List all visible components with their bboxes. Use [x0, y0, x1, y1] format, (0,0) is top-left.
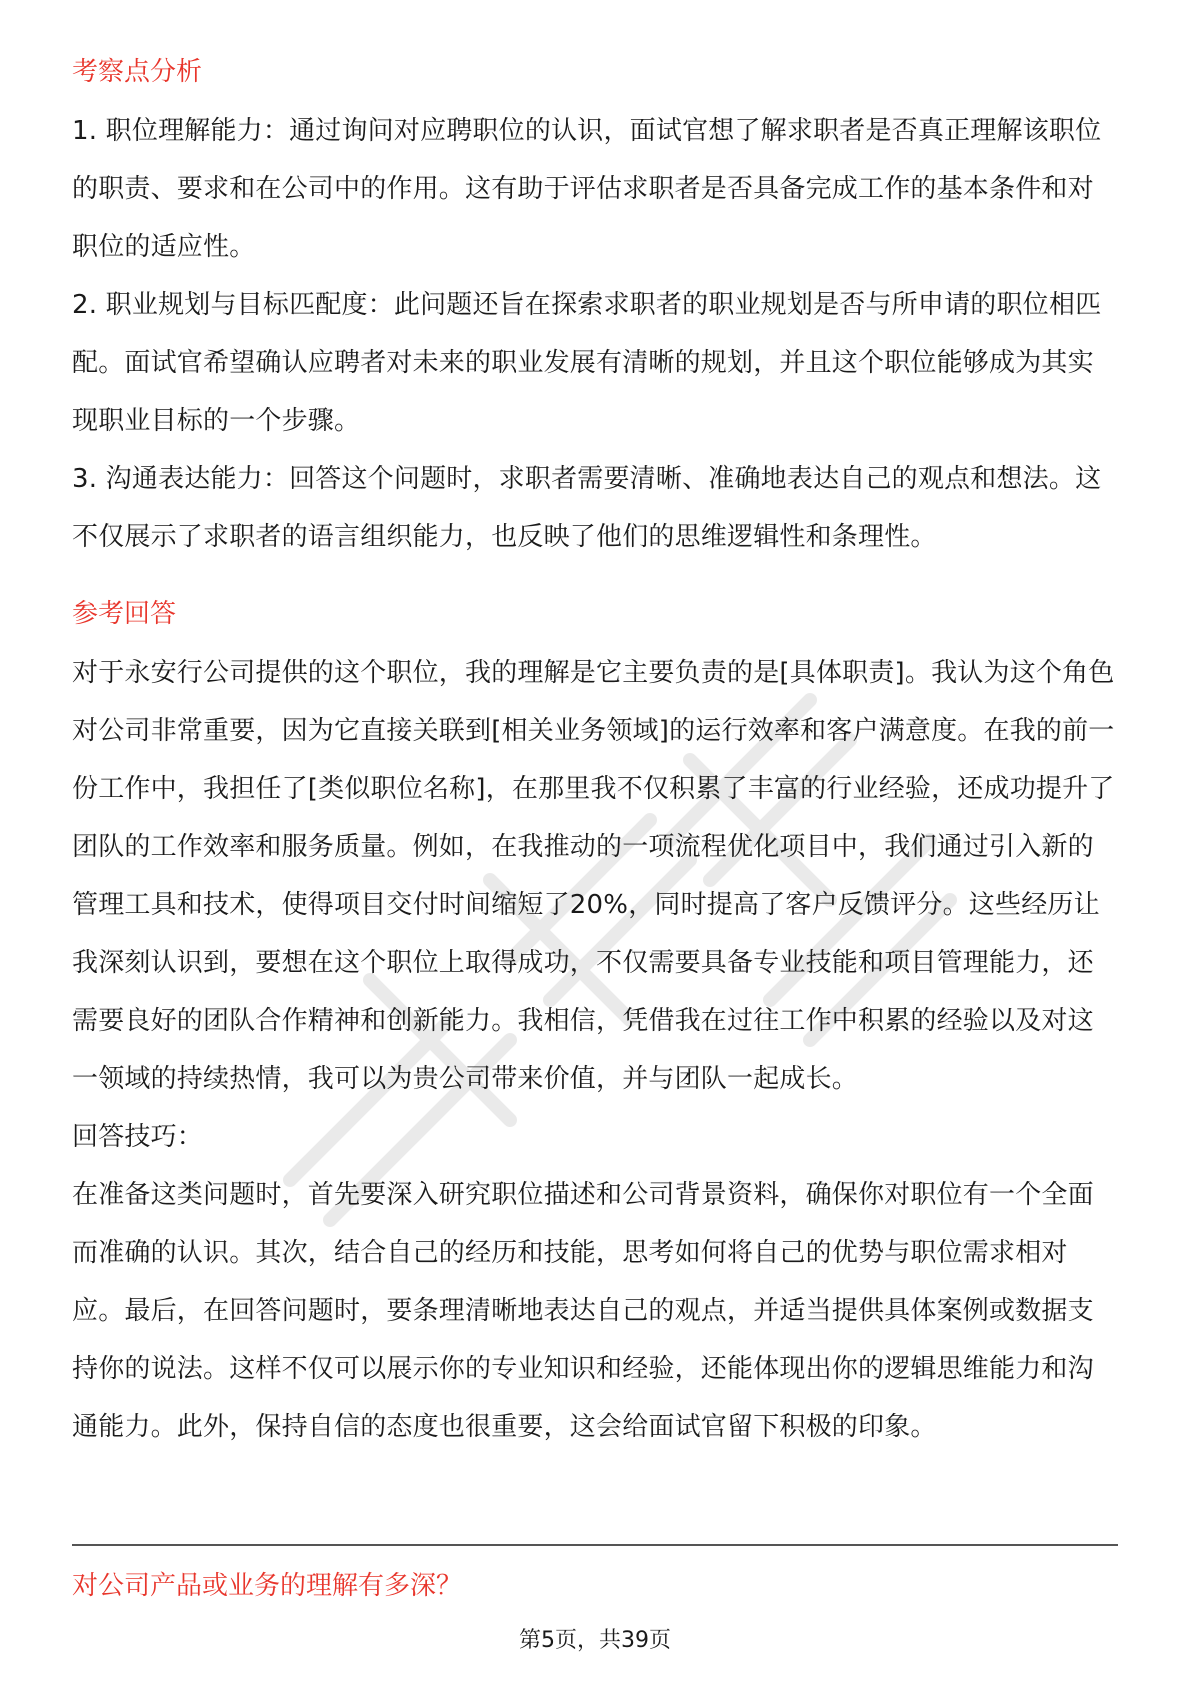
- section-divider: [72, 1544, 1118, 1546]
- analysis-item-3: 3. 沟通表达能力：回答这个问题时，求职者需要清晰、准确地表达自己的观点和想法。这不仅展示了求职者的语言组织能力，也反映了他们的思维逻辑性和条理性。: [72, 464, 1102, 552]
- analysis-item-1: 1. 职位理解能力：通过询问对应聘职位的认识，面试官想了解求职者是否真正理解该职位的职责、要求和在公司中的作用。这有助于评估求职者是否具备完成工作的基本条件和对职位的适应性。: [72, 116, 1102, 262]
- analysis-item-2: 2. 职业规划与目标匹配度：此问题还旨在探索求职者的职业规划是否与所申请的职位相匹配。面试官希望确认应聘者对未来的职业发展有清晰的规划，并且这个职位能够成为其实现职业目标的一个步骤。: [72, 290, 1102, 436]
- page-content: [72, 42, 1118, 1456]
- answer-body: 对于永安行公司提供的这个职位，我的理解是它主要负责的是[具体职责]。我认为这个角色对公司非常重要，因为它直接关联到[相关业务领域]的运行效率和客户满意度。在我的前一份工作中，我担任了[类似职位名称]，在那里我不仅积累了丰富的行业经验，还成功提升了团队的工作效率和服务质量。例如，在我推动的一项流程优化项目中，我们通过引入新的管理工具和技术，使得项目交付时间缩短了20%，同时提高了客户反馈评分。这些经历让我深刻认识到，要想在这个职位上取得成功，不仅需要具备专业技能和项目管理能力，还需要良好的团队合作精神和创新能力。我相信，凭借我在过往工作中积累的经验以及对这一领域的持续热情，我可以为贵公司带来价值，并与团队一起成长。: [72, 658, 1115, 1094]
- tips-body: 在准备这类问题时，首先要深入研究职位描述和公司背景资料，确保你对职位有一个全面而准确的认识。其次，结合自己的经历和技能，思考如何将自己的优势与职位需求相对应。最后，在回答问题时，要条理清晰地表达自己的观点，并适当提供具体案例或数据支持你的说法。这样不仅可以展示你的专业知识和经验，还能体现出你的逻辑思维能力和沟通能力。此外，保持自信的态度也很重要，这会给面试官留下积极的印象。: [72, 1180, 1094, 1442]
- next-question-heading: 对公司产品或业务的理解有多深？: [72, 1571, 463, 1601]
- answer-heading: 参考回答: [72, 599, 177, 629]
- page-footer: 第5页，共39页: [519, 1628, 671, 1653]
- tips-label: 回答技巧：: [72, 1122, 204, 1152]
- analysis-heading: 考察点分析: [72, 57, 203, 87]
